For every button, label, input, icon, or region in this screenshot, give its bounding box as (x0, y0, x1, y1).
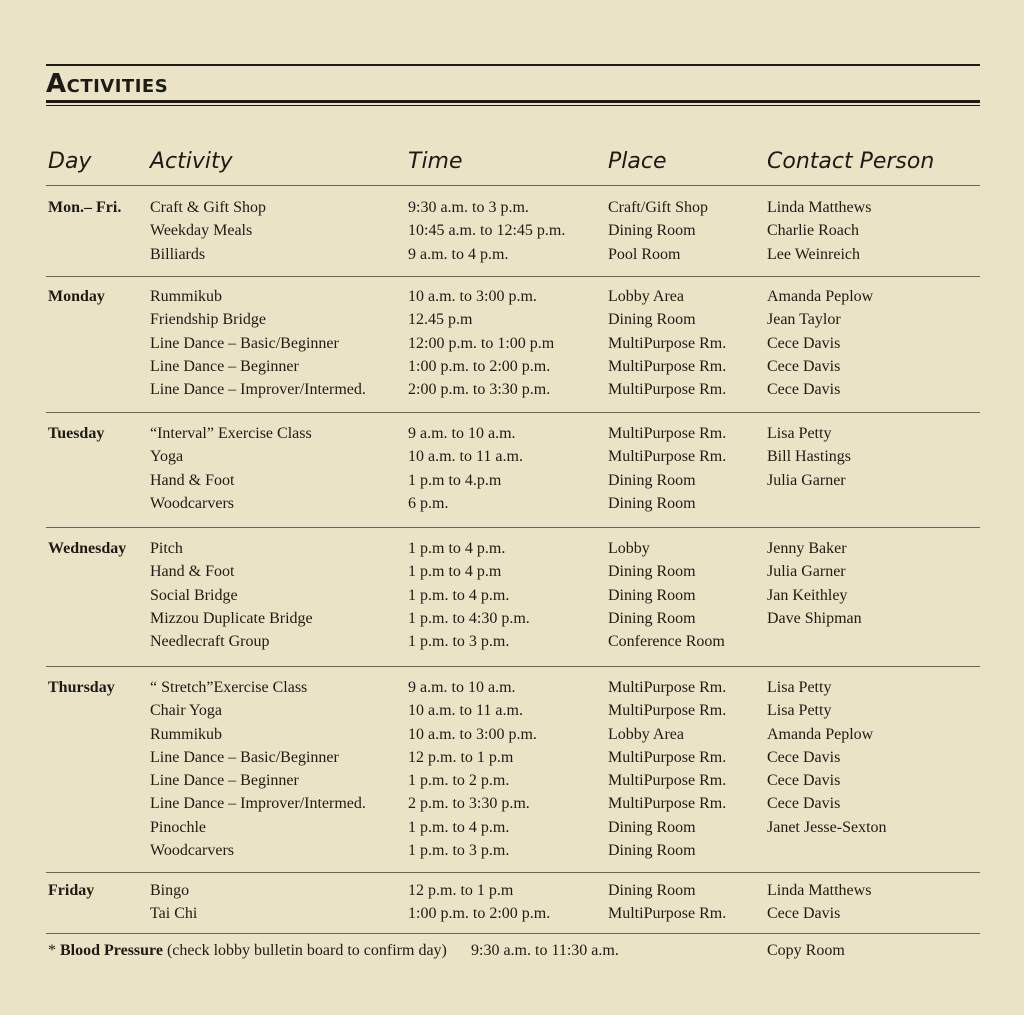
place-cell: Lobby (608, 540, 650, 557)
contact-cell: Lisa Petty (767, 702, 832, 720)
day-section (46, 676, 980, 862)
table-row (46, 219, 980, 242)
section-divider (46, 276, 980, 277)
header-activity: Activity (150, 149, 233, 174)
contact-cell: Amanda Peplow (767, 288, 874, 305)
page-title: Activities (46, 69, 169, 99)
place-cell: MultiPurpose Rm. (608, 334, 727, 352)
contact-cell: Cece Davis (767, 334, 841, 352)
activity-cell: Line Dance – Beginner (150, 357, 299, 375)
activity-cell: Billiards (150, 245, 206, 263)
time-cell: 10 a.m. to 3:00 p.m. (408, 725, 537, 743)
table-row (46, 746, 980, 769)
time-cell: 10 a.m. to 11 a.m. (408, 702, 523, 720)
title-top-rule (46, 64, 980, 66)
section-divider (46, 872, 980, 873)
day-label: Wednesday (48, 540, 127, 557)
time-cell: 1:00 p.m. to 2:00 p.m. (408, 357, 551, 375)
day-label: Mon.– Fri. (48, 199, 122, 216)
activity-cell: “ Stretch”Exercise Class (150, 679, 308, 696)
activity-cell: Mizzou Duplicate Bridge (150, 609, 313, 627)
activity-cell: Woodcarvers (150, 842, 235, 860)
place-cell: Lobby Area (608, 725, 684, 743)
place-cell: Conference Room (608, 633, 725, 651)
activity-cell: Rummikub (150, 288, 223, 305)
time-cell: 1 p.m. to 3 p.m. (408, 842, 510, 860)
place-cell: Dining Room (608, 471, 696, 489)
contact-cell: Jenny Baker (767, 540, 847, 557)
table-row (46, 243, 980, 266)
table-row (46, 560, 980, 583)
time-cell: 1 p.m. to 4 p.m. (408, 818, 510, 836)
place-cell: MultiPurpose Rm. (608, 748, 727, 766)
section-divider (46, 412, 980, 413)
table-row (46, 816, 980, 839)
contact-cell: Charlie Roach (767, 222, 859, 240)
day-section (46, 879, 980, 926)
day-section (46, 537, 980, 653)
footer-note-text: (check lobby bulletin board to confirm day) (162, 942, 447, 959)
table-row (46, 285, 980, 308)
header-place: Place (608, 149, 667, 174)
time-cell: 1 p.m to 4.p.m (408, 471, 502, 489)
place-cell: Dining Room (608, 882, 696, 899)
time-cell: 9 a.m. to 4 p.m. (408, 245, 509, 263)
activity-cell: Social Bridge (150, 586, 238, 604)
time-cell: 10:45 a.m. to 12:45 p.m. (408, 222, 566, 240)
activity-cell: Woodcarvers (150, 494, 235, 512)
table-row (46, 723, 980, 746)
contact-cell: Linda Matthews (767, 199, 872, 216)
footer-bold-label: Blood Pressure (60, 942, 163, 959)
time-cell: 9 a.m. to 10 a.m. (408, 679, 516, 696)
activity-cell: “Interval” Exercise Class (150, 425, 312, 442)
time-cell: 9 a.m. to 10 a.m. (408, 425, 516, 442)
place-cell: Dining Room (608, 311, 696, 329)
day-label: Thursday (48, 679, 115, 696)
day-label: Tuesday (48, 425, 105, 442)
time-cell: 1 p.m. to 4 p.m. (408, 586, 510, 604)
table-row (46, 378, 980, 401)
place-cell: Dining Room (608, 609, 696, 627)
contact-cell: Bill Hastings (767, 448, 852, 466)
table-row (46, 630, 980, 653)
place-cell: Lobby Area (608, 288, 684, 305)
time-cell: 1:00 p.m. to 2:00 p.m. (408, 905, 551, 923)
activity-cell: Line Dance – Improver/Intermed. (150, 795, 366, 813)
time-cell: 12:00 p.m. to 1:00 p.m (408, 334, 555, 352)
contact-cell: Cece Davis (767, 772, 841, 790)
contact-cell: Julia Garner (767, 471, 846, 489)
contact-cell: Jan Keithley (767, 586, 848, 604)
time-cell: 1 p.m. to 2 p.m. (408, 772, 510, 790)
table-row (46, 676, 980, 699)
activity-cell: Weekday Meals (150, 222, 253, 240)
time-cell: 10 a.m. to 3:00 p.m. (408, 288, 537, 305)
contact-cell: Lisa Petty (767, 425, 832, 442)
table-row (46, 792, 980, 815)
footer-note (48, 939, 447, 962)
activity-cell: Friendship Bridge (150, 311, 266, 329)
contact-cell: Lisa Petty (767, 679, 832, 696)
activity-cell: Line Dance – Basic/Beginner (150, 334, 339, 352)
time-cell: 12.45 p.m (408, 311, 473, 329)
table-row (46, 769, 980, 792)
section-divider (46, 527, 980, 528)
place-cell: Dining Room (608, 586, 696, 604)
header-contact: Contact Person (767, 149, 935, 174)
place-cell: MultiPurpose Rm. (608, 357, 727, 375)
activity-cell: Needlecraft Group (150, 633, 270, 651)
contact-cell: Julia Garner (767, 563, 846, 581)
activity-cell: Bingo (150, 882, 190, 899)
place-cell: Craft/Gift Shop (608, 199, 708, 216)
contact-cell: Cece Davis (767, 357, 841, 375)
activity-cell: Craft & Gift Shop (150, 199, 266, 216)
day-section (46, 422, 980, 515)
table-row (46, 699, 980, 722)
place-cell: Dining Room (608, 842, 696, 860)
section-divider (46, 933, 980, 934)
contact-cell: Janet Jesse-Sexton (767, 818, 887, 836)
table-row (46, 355, 980, 378)
section-divider (46, 666, 980, 667)
day-label: Friday (48, 882, 95, 899)
day-section (46, 285, 980, 401)
place-cell: MultiPurpose Rm. (608, 448, 727, 466)
footer-time: 9:30 a.m. to 11:30 a.m. (471, 942, 619, 959)
time-cell: 12 p.m. to 1 p.m (408, 882, 514, 899)
day-label: Monday (48, 288, 105, 305)
table-row (46, 879, 980, 902)
time-cell: 1 p.m. to 3 p.m. (408, 633, 510, 651)
table-row (46, 422, 980, 445)
activity-cell: Line Dance – Basic/Beginner (150, 748, 339, 766)
title-bottom-rule-thick (46, 100, 980, 103)
table-row (46, 308, 980, 331)
table-row (46, 469, 980, 492)
table-row (46, 537, 980, 560)
activity-cell: Rummikub (150, 725, 223, 743)
time-cell: 6 p.m. (408, 494, 449, 512)
table-row (46, 332, 980, 355)
place-cell: MultiPurpose Rm. (608, 772, 727, 790)
contact-cell: Linda Matthews (767, 882, 872, 899)
header-time: Time (408, 149, 463, 174)
place-cell: Pool Room (608, 245, 681, 263)
time-cell: 1 p.m to 4 p.m (408, 563, 502, 581)
contact-cell: Cece Davis (767, 905, 841, 923)
table-row (46, 196, 980, 219)
activity-cell: Pinochle (150, 818, 206, 836)
activity-cell: Chair Yoga (150, 702, 223, 720)
activity-cell: Hand & Foot (150, 471, 235, 489)
table-row (46, 584, 980, 607)
place-cell: Dining Room (608, 222, 696, 240)
contact-cell: Lee Weinreich (767, 245, 861, 263)
time-cell: 9:30 a.m. to 3 p.m. (408, 199, 529, 216)
contact-cell: Jean Taylor (767, 311, 841, 329)
day-section (46, 196, 980, 266)
activity-cell: Line Dance – Improver/Intermed. (150, 381, 366, 399)
contact-cell: Cece Davis (767, 748, 841, 766)
place-cell: MultiPurpose Rm. (608, 905, 727, 923)
contact-cell: Amanda Peplow (767, 725, 874, 743)
time-cell: 2:00 p.m. to 3:30 p.m. (408, 381, 551, 399)
place-cell: MultiPurpose Rm. (608, 679, 727, 696)
place-cell: MultiPurpose Rm. (608, 795, 727, 813)
activity-cell: Hand & Foot (150, 563, 235, 581)
activity-cell: Tai Chi (150, 905, 198, 923)
header-day: Day (48, 149, 92, 174)
place-cell: Dining Room (608, 818, 696, 836)
activity-cell: Line Dance – Beginner (150, 772, 299, 790)
table-row (46, 607, 980, 630)
contact-cell: Cece Davis (767, 795, 841, 813)
footer-prefix: * (48, 942, 60, 959)
title-bottom-rule-thin (46, 105, 980, 106)
place-cell: Dining Room (608, 494, 696, 512)
table-row (46, 839, 980, 862)
table-row (46, 492, 980, 515)
time-cell: 12 p.m. to 1 p.m (408, 748, 514, 766)
table-row (46, 902, 980, 925)
time-cell: 2 p.m. to 3:30 p.m. (408, 795, 530, 813)
time-cell: 1 p.m to 4 p.m. (408, 540, 506, 557)
contact-cell: Dave Shipman (767, 609, 862, 627)
header-rule (46, 185, 980, 186)
contact-cell: Cece Davis (767, 381, 841, 399)
activity-cell: Pitch (150, 540, 183, 557)
time-cell: 10 a.m. to 11 a.m. (408, 448, 523, 466)
time-cell: 1 p.m. to 4:30 p.m. (408, 609, 530, 627)
activity-cell: Yoga (150, 448, 184, 466)
place-cell: MultiPurpose Rm. (608, 425, 727, 442)
place-cell: Dining Room (608, 563, 696, 581)
place-cell: MultiPurpose Rm. (608, 381, 727, 399)
place-cell: MultiPurpose Rm. (608, 702, 727, 720)
table-row (46, 445, 980, 468)
footer-place: Copy Room (767, 942, 845, 959)
